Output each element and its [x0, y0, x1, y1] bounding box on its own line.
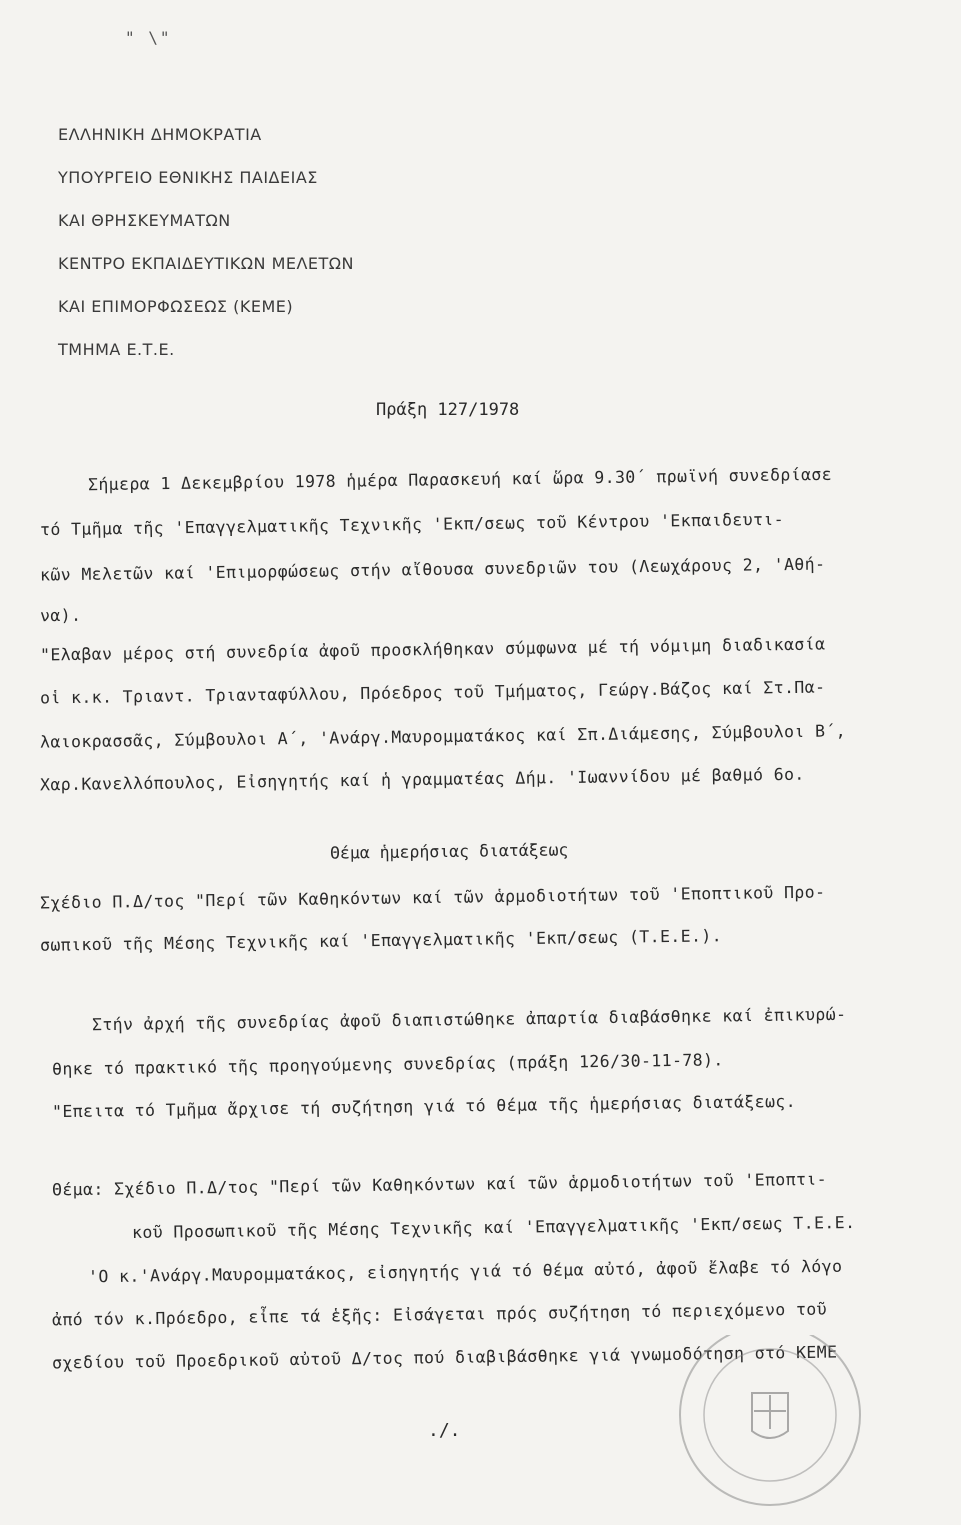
body-line: κῶν Μελετῶν καί 'Επιμορφώσεως στήν αἴθουσα συνεδριῶν του (Λεωχάρους 2, 'Αθή-: [39, 554, 826, 585]
body-line: οἱ κ.κ. Τριαντ. Τριανταφύλλου, Πρόεδρος τοῦ Τμήματος, Γεώργ.Βάζος καί Στ.Πα-: [39, 677, 826, 708]
continuation-mark: ./.: [428, 1420, 461, 1441]
body-line: Σήμερα 1 Δεκεμβρίου 1978 ἡμέρα Παρασκευή καί ὥρα 9.30΄ πρωϊνή συνεδρίασε: [87, 464, 833, 495]
agenda-line: Σχέδιο Π.Δ/τος "Περί τῶν Καθηκόντων καί τῶν ἁρμοδιοτήτων τοῦ 'Εποπτικοῦ Προ-: [39, 882, 826, 913]
agenda-title: Θέμα ἡμερήσιας διατάξεως: [329, 840, 569, 863]
top-marks: " \": [125, 28, 172, 47]
theme-line: ἀπό τόν κ.Πρόεδρο, εἶπε τά ἑξῆς: Εἰσάγεται πρός συζήτηση τό περιεχόμενο τοῦ: [51, 1299, 828, 1330]
letterhead-line: ΚΕΝΤΡΟ ΕΚΠΑΙΔΕΥΤΙΚΩΝ ΜΕΛΕΤΩΝ: [58, 254, 354, 273]
session-line: "Επειτα τό Τμῆμα ἄρχισε τή συζήτηση γιά τό θέμα τῆς ἡμερήσιας διατάξεως.: [51, 1091, 797, 1122]
body-line: "Ελαβαν μέρος στή συνεδρία ἀφοῦ προσκλήθηκαν σύμφωνα μέ τή νόμιμη διαδικασία: [39, 634, 826, 665]
body-line: λαιοκρασσᾶς, Σύμβουλοι Α΄, 'Ανάργ.Μαυρομματάκος καί Σπ.Διάμεσης, Σύμβουλοι Β΄,: [39, 721, 847, 752]
letterhead-line: ΚΑΙ ΘΡΗΣΚΕΥΜΑΤΩΝ: [58, 211, 231, 230]
body-line: να).: [39, 605, 82, 626]
official-seal-stamp: [640, 1335, 940, 1525]
session-line: Στήν ἀρχή τῆς συνεδρίας ἀφοῦ διαπιστώθηκε ἀπαρτία διαβάσθηκε καί ἐπικυρώ-: [91, 1004, 847, 1035]
body-line: τό Τμῆμα τῆς 'Επαγγελματικῆς Τεχνικῆς 'Εκπ/σεως τοῦ Κέντρου 'Εκπαιδευτι-: [39, 509, 785, 540]
letterhead-line: ΕΛΛΗΝΙΚΗ ΔΗΜΟΚΡΑΤΙΑ: [58, 125, 262, 144]
theme-line: 'Ο κ.'Ανάργ.Μαυρομματάκος, εἰσηγητής γιά τό θέμα αὐτό, ἀφοῦ ἔλαβε τό λόγο: [87, 1256, 843, 1287]
theme-line: Θέμα: Σχέδιο Π.Δ/τος "Περί τῶν Καθηκόντων καί τῶν ἁρμοδιοτήτων τοῦ 'Εποπτι-: [51, 1169, 828, 1200]
letterhead-line: ΥΠΟΥΡΓΕΙΟ ΕΘΝΙΚΗΣ ΠΑΙΔΕΙΑΣ: [58, 168, 318, 187]
letterhead-line: ΤΜΗΜΑ Ε.Τ.Ε.: [58, 340, 175, 359]
act-title: Πράξη 127/1978: [376, 400, 520, 420]
theme-line: σχεδίου τοῦ Προεδρικοῦ αὐτοῦ Δ/τος πού διαβιβάσθηκε γιά γνωμοδότηση στό ΚΕΜΕ: [51, 1342, 838, 1373]
theme-line: κοῦ Προσωπικοῦ τῆς Μέσης Τεχνικῆς καί 'Επαγγελματικῆς 'Εκπ/σεως Τ.Ε.Ε.: [131, 1212, 856, 1243]
session-line: θηκε τό πρακτικό τῆς προηγούμενης συνεδρίας (πράξη 126/30-11-78).: [51, 1050, 724, 1079]
body-line: Χαρ.Κανελλόπουλος, Εἰσηγητής καί ἡ γραμματέας Δήμ. 'Ιωαννίδου μέ βαθμό 6ο.: [39, 764, 805, 795]
letterhead: [58, 120, 354, 378]
agenda-line: σωπικοῦ τῆς Μέσης Τεχνικῆς καί 'Επαγγελματικῆς 'Εκπ/σεως (Τ.Ε.Ε.).: [39, 926, 723, 955]
letterhead-line: ΚΑΙ ΕΠΙΜΟΡΦΩΣΕΩΣ (ΚΕΜΕ): [58, 297, 294, 316]
